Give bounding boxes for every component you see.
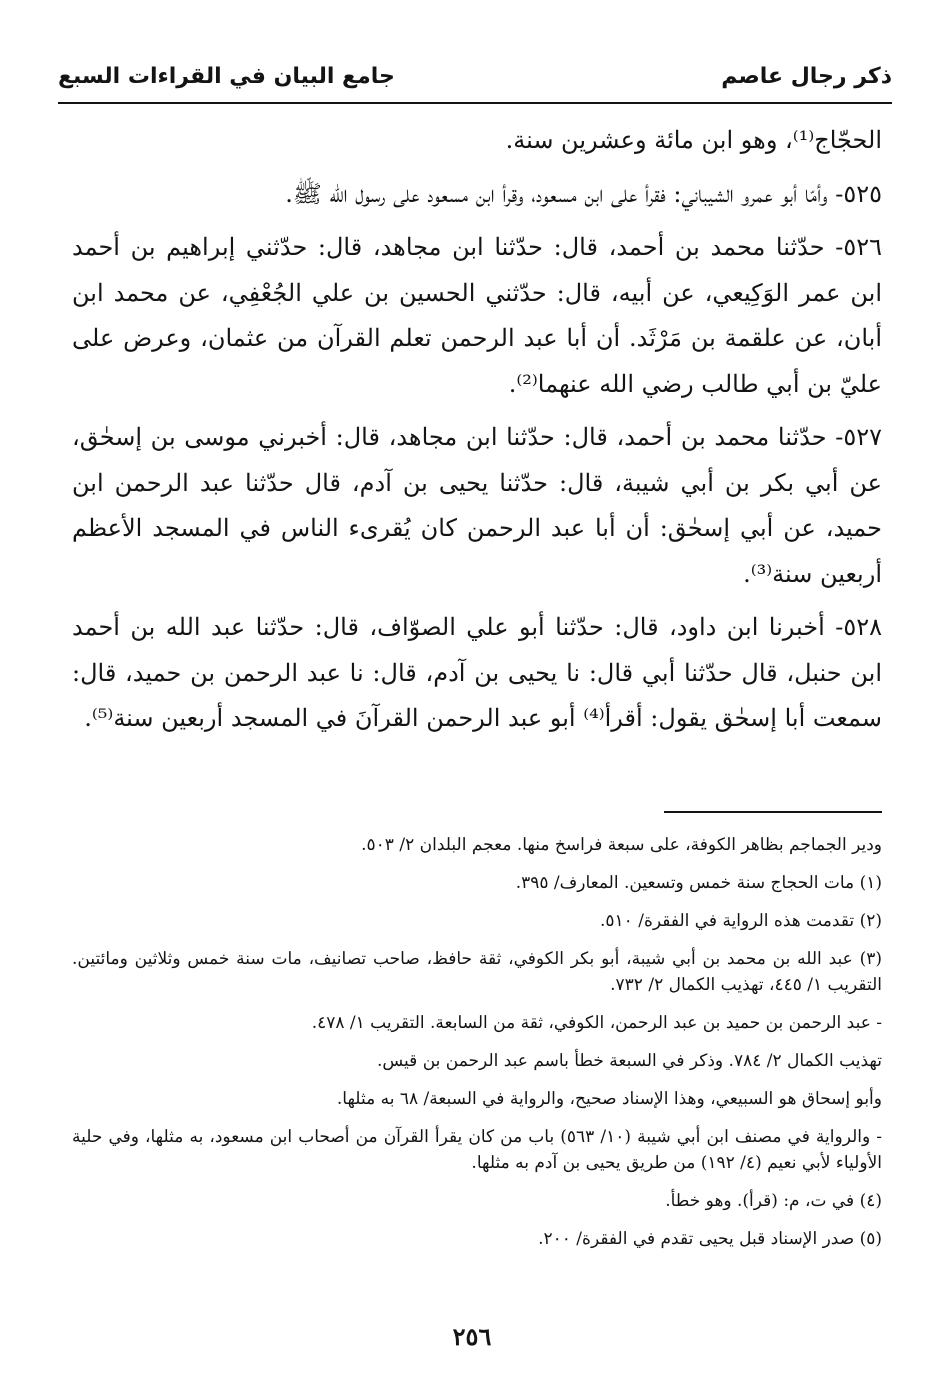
paragraph: الحجّاج⁽¹⁾، وهو ابن مائة وعشرين سنة. xyxy=(505,126,882,154)
paragraph-527: ٥٢٧- حدّثنا محمد بن أحمد، قال: حدّثنا ابن مجاهد، قال: أخبرني موسى بن إسحٰق، عن أبي بكر بن أبي شيبة، قال: حدّثنا يحيى بن آدم، قال حدّثنا عبد الرحمن ابن حميد، عن أبي إسحٰق: أن أبا عبد الرحمن كان يُقرىء الناس في المسجد الأعظم أربعين سنة⁽³⁾. xyxy=(72,423,883,588)
footnote: (٢) تقدمت هذه الرواية في الفقرة/ ٥١٠. xyxy=(600,911,882,931)
footnote: وأبو إسحاق هو السبيعي، وهذا الإسناد صحيح، والرواية في السبعة/ ٦٨ به مثلها. xyxy=(336,1089,882,1109)
footnote-divider xyxy=(664,811,882,813)
footnotes xyxy=(72,832,882,1264)
footnote: ودير الجماجم بظاهر الكوفة، على سبعة فراسخ منها. معجم البلدان ٢/ ٥٠٣. xyxy=(361,835,882,855)
paragraph-528: ٥٢٨- أخبرنا ابن داود، قال: حدّثنا أبو علي الصوّاف، قال: حدّثنا عبد الله بن أحمد ابن حنبل، قال حدّثنا أبي قال: نا يحيى بن آدم، قال: نا عبد الرحمن بن حميد، قال: سمعت أبا إسحٰق يقول: أقرأ⁽⁴⁾ أبو عبد الرحمن القرآنَ في المسجد أربعين سنة⁽⁵⁾. xyxy=(72,613,882,732)
main-text xyxy=(72,118,882,750)
book-title: جامع البيان في القراءات السبع xyxy=(58,64,395,89)
paragraph-526: ٥٢٦- حدّثنا محمد بن أحمد، قال: حدّثنا ابن مجاهد، قال: حدّثني إبراهيم بن أحمد ابن عمر الوَكِيعي، عن أبيه، قال: حدّثني الحسين بن علي الجُعْفِي، عن محمد ابن أبان، عن علقمة بن مَرْثَد. أن أبا عبد الرحمن تعلم القرآن من عثمان، وعرض على عليّ بن أبي طالب رضي الله عنهما⁽²⁾. xyxy=(72,233,883,398)
paragraph-525: ٥٢٥- وأمّا أبو عمرو الشيباني: فقرأ على ابن مسعود، وقرأ ابن مسعود على رسول الله ﷺ. xyxy=(285,179,882,208)
footnote: - والرواية في مصنف ابن أبي شيبة (١٠/ ٥٦٣) باب من كان يقرأ القرآن من أصحاب ابن مسعود، به مثلها، وفي حلية الأولياء لأبي نعيم (٤/ ١٩٢) من طريق يحيى بن آدم به مثلها. xyxy=(72,1127,882,1173)
footnote: تهذيب الكمال ٢/ ٧٨٤. وذكر في السبعة خطأ باسم عبد الرحمن بن قيس. xyxy=(376,1051,882,1071)
footnote: (١) مات الحجاج سنة خمس وتسعين. المعارف/ ٣٩٥. xyxy=(515,873,882,893)
header-divider xyxy=(58,102,892,104)
footnote: - عبد الرحمن بن حميد بن عبد الرحمن، الكوفي، ثقة من السابعة. التقريب ١/ ٤٧٨. xyxy=(311,1013,882,1033)
chapter-title: ذكر رجال عاصم xyxy=(721,64,892,89)
footnote: (٤) في ت، م: (قرأ). وهو خطأ. xyxy=(665,1191,882,1211)
running-header xyxy=(58,64,892,98)
page-number: ٢٥٦ xyxy=(452,1322,492,1351)
footnote: (٥) صدر الإسناد قبل يحيى تقدم في الفقرة/ ٢٠٠. xyxy=(538,1229,882,1249)
footnote: (٣) عبد الله بن محمد بن أبي شيبة، أبو بكر الكوفي، ثقة حافظ، صاحب تصانيف، مات سنة خمس وثلاثين ومائتين. التقريب ١/ ٤٤٥، تهذيب الكمال ٢/ ٧٣٢. xyxy=(72,949,882,995)
